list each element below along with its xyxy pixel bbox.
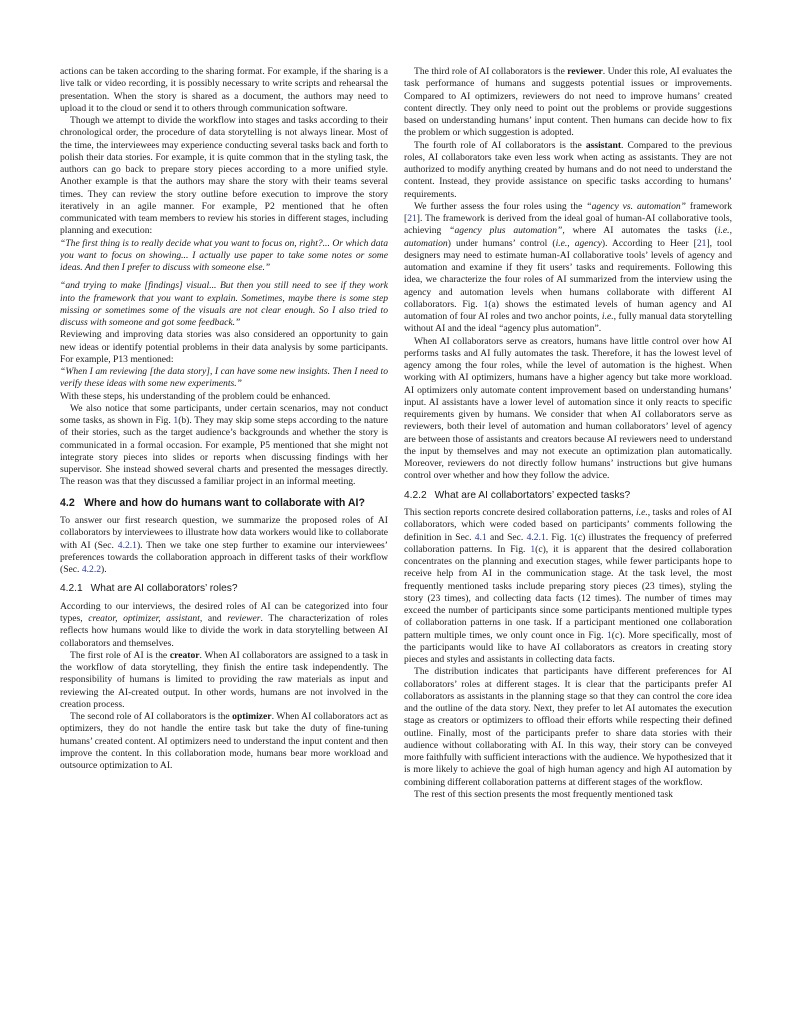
paragraph: The third role of AI collaborators is the reviewer. Under this role, AI evaluates the task performance of humans and suggests potential issues or improvements. Compared to AI optimizers, reviewers do not need to improve humans’ created content directly. They only need to point out the problems or provide suggestions based on understanding humans’ input content. Then humans can decide how to fix the problem or which suggestion is adopted. (404, 66, 732, 139)
section-link[interactable]: 4.2.1 (117, 539, 137, 551)
paragraph: When AI collaborators serve as creators, humans have little control over how AI performs tasks and AI fully automates the task. Therefore, it has the lowest level of agency among the four roles, while the level of automation is the highest. When working with AI optimizers, humans have a higher agency but take more workload. AI optimizers only automate content improvement based on understanding humans’ input. AI assistants have a lower level of automation since it only reacts to specific requirements given by humans. We consider that when AI collaborators serve as reviewers, both their level of automation and human collaborators’ level of agency are between those of assistants and creators because AI reviewers need to understand the input by themselves and may not execute an optimization plan automatically. Moreover, reviewers do not directly follow humans’ instructions but give humans control over whether and how they follow the advice. (404, 335, 732, 482)
section-heading: 4.2 Where and how do humans want to collaborate with AI? (60, 496, 365, 509)
paragraph: The first role of AI is the creator. When AI collaborators are assigned to a task in the workflow of data storytelling, they finish the entire task independently. The responsibility of humans is limited to providing the raw materials as input and reviewing the AI-created output. In other words, humans are not involved in the creation process. (60, 649, 388, 710)
figure-link[interactable]: 1 (483, 298, 489, 310)
paragraph: To answer our first research question, we summarize the proposed roles of AI collaborators by interviewees to illustrate how data workers would like to collaborate with AI (Sec. 4.2.1). Then we take one step further to examine our interviewees’ preferences towards the collaboration approach in different tasks of their workflow (Sec. 4.2.2). (60, 515, 388, 575)
paragraph: We further assess the four roles using the “agency vs. automation” framework [21]. The framework is derived from the ideal goal of human-AI collaborative tools, achieving “agency plus automation”, where AI automates the tasks (i.e., automation) under humans’ control (i.e., agency). According to Heer [21], tool designers may need to estimate human-AI collaborative tools’ levels of agency and automation and examine if they fit users’ tasks and requirements. Following this idea, we characterize the four roles of AI summarized from the interview using the agency and automation levels when humans collaborate with different AI collaborators. Fig. 1(a) shows the estimated levels of human agency and AI automation of four AI roles and two anchor points, i.e., fully manual data storytelling without AI and the ideal “agency plus automation”. (404, 200, 732, 335)
figure-link[interactable]: 1 (530, 543, 536, 555)
section-link[interactable]: 4.2.2 (81, 564, 102, 575)
paragraph: We also notice that some participants, under certain scenarios, may not conduct some tasks, as shown in Fig. 1(b). They may skip some steps according to the nature of their stories, such as the target audience’s backgrounds and whether the story is communicated in a formal occasion. For example, P5 mentioned that she might not integrate story pieces into slides or reports when discussing findings with her supervisor. She instead showed several charts and presented the messages directly. The reason was that they discussed a familiar project in an informal meeting. (60, 402, 388, 488)
paragraph: Reviewing and improving data stories was also considered an opportunity to gain new ideas or identify potential problems in their data analysis by some participants. For example, P13 mentioned: (60, 329, 388, 365)
citation-link[interactable]: 21 (696, 237, 707, 249)
interview-quote: “The first thing is to really decide what you want to focus on, right?... Or which data you want to focus on showing... I actually use paper to take some notes or some ideas. And then I prefer to discuss with someone else.” (60, 237, 388, 273)
interview-quote: “and trying to make [findings] visual... But then you still need to see if they work into the framework that you want to explain. Sometimes, maybe there is some step missing or sometimes some of the visuals are not clear enough. So I also tried to discuss with someone and got some feedback.” (60, 280, 388, 328)
section-link[interactable]: 4.1 (474, 531, 487, 543)
paragraph: The fourth role of AI collaborators is the assistant. Compared to the previous roles, AI collaborators take even less work when acting as assistants. They are not authorized to modify anything created by humans and do not need to understand the content. Instead, they provide assistance on specific tasks according to humans’ requirements. (404, 139, 732, 200)
interview-quote: “When I am reviewing [the data story], I can have some new insights. Then I need to verify these ideas with some new experiments.” (60, 366, 388, 390)
paragraph: According to our interviews, the desired roles of AI can be categorized into four types, creator, optimizer, assistant, and reviewer. The characterization of roles reflects how humans would like to divide the work in data storytelling between AI collaborators and themselves. (60, 600, 388, 649)
figure-link[interactable]: 1 (173, 415, 179, 426)
section-link[interactable]: 4.2.1 (526, 531, 546, 543)
subsection-heading: 4.2.2 What are AI collabortators’ expected tasks? (404, 489, 631, 501)
paragraph: actions can be taken according to the sharing format. For example, if the sharing is a live talk or video recording, it is possibly necessary to write scripts and rehearsal the presentation. When the story is shared as a document, the authors may need to upload it to the cloud or send it to others through communication software. (60, 66, 388, 114)
paragraph: This section reports concrete desired collaboration patterns, i.e., tasks and roles of AI collaborators, which were coded based on participants’ comments following the definition in Sec. 4.1 and Sec. 4.2.1. Fig. 1(c) illustrates the frequency of preferred collaboration patterns. In Fig. 1(c), it is apparent that the desired collaboration concentrates on the planning and execution stages, while fewer participants hope to receive help from AI in the communication stage. At the task level, the most frequently mentioned tasks include preparing story pieces (23 times), styling the story (23 times), and collecting data facts (12 times). The number of times may exceed the number of participants since some participants mentioned multiple types of collaboration patterns in one task. If a participant mentioned one collaboration pattern multiple times, we only count once in Fig. 1(c). More specifically, most of the participants would like to have AI collaborators as creators in creating story pieces and styles and assistants in collecting data facts. (404, 507, 732, 665)
paper-page (60, 66, 732, 978)
paragraph: The second role of AI collaborators is the optimizer. When AI collaborators act as optimizers, they do not handle the entire task but take the duty of fine-tuning humans’ created content. AI optimizers need to understand the input content and then improve the content. In this collaboration mode, humans bear more workload and outsource optimization to AI. (60, 711, 388, 771)
paragraph: The distribution indicates that participants have different preferences for AI collaborators’ roles at different stages. It is clear that the participants prefer AI collaborators as assistants in the planning stage so that they can control the core idea and the outline of the data story. Next, they prefer to let AI automates the execution stage as creators or optimizers to offload their efforts while respecting their defined outline. Finally, most of the participants prefer to share data stories with their audience without collaborating with AI. In this way, their story can be conveyed more faithfully with sufficient interactions with the audience. We hypothesized that it is more likely to achieve the goal of high human agency and high AI automation by combining different collaboration patterns at different stages of the workflow. (404, 666, 732, 788)
subsection-heading: 4.2.1 What are AI collaborators’ roles? (60, 583, 238, 595)
paragraph: Though we attempt to divide the workflow into stages and tasks according to their chronological order, the procedure of data storytelling is not always linear. Most of the time, the interviewees may experience conducting several tasks back and forth to polish their data stories. For example, it is quite common that in the styling task, the authors can go back to prepare story pieces according to a more unified style. Another example is that the authors may share the story with their teams several times. They can review the story outline before execution to improve the story iteratively in an agile manner. For example, P2 mentioned that he often communicated with team members to review his stories in different stages, including planning and execution: (60, 115, 388, 237)
citation-link[interactable]: 21 (407, 213, 417, 224)
figure-link[interactable]: 1 (569, 531, 575, 543)
paragraph: The rest of this section presents the most frequently mentioned task (414, 788, 673, 800)
figure-link[interactable]: 1 (607, 629, 612, 641)
left-column (60, 66, 388, 978)
right-column (404, 66, 732, 978)
paragraph: With these steps, his understanding of the problem could be enhanced. (60, 390, 331, 402)
